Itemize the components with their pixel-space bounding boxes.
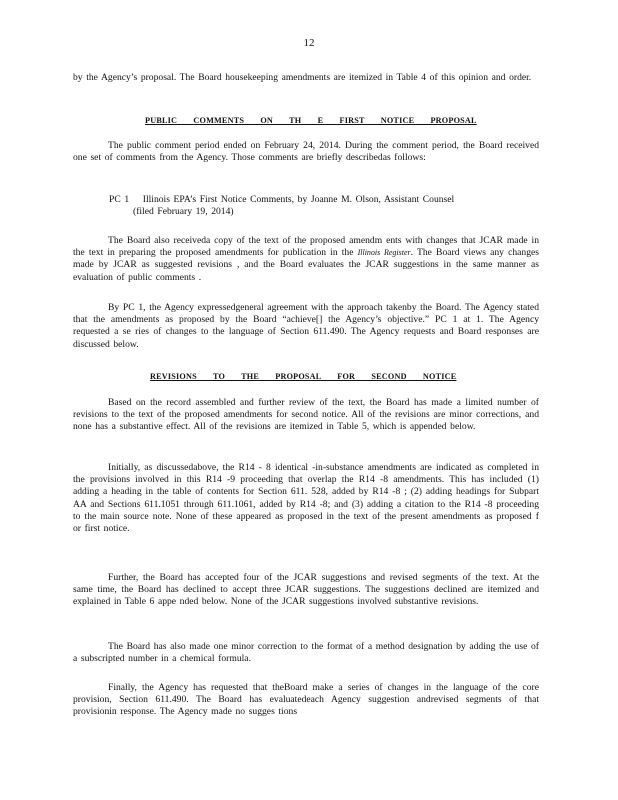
paragraph-comment-period: The public comment period ended on February 24, 2014. During the comment period, the Board received one set of comments from the Agency. Those comments are briefly describedas follows: xyxy=(73,140,539,164)
paragraph-revisions-overview: Based on the record assembled and further review of the text, the Board has made a limited number of revisions to the text of the proposed amendments for second notice. All of the revisions are minor corrections, and none has a substantive effect. All of the revisions are itemized in Table 5, which is appended below. xyxy=(73,397,539,433)
paragraph-minor-correction: The Board has also made one minor correction to the format of a method designation by adding the use of a subscripted number in a chemical formula. xyxy=(73,641,539,665)
paragraph-agency-requests: Finally, the Agency has requested that theBoard make a series of changes in the language of the core provision, Section 611.490. The Board has evaluatedeach Agency suggestion andrevised segments of that provisionin response. The Agency made no sugges tions xyxy=(73,682,539,718)
paragraph-r14-8-amendments: Initially, as discussedabove, the R14 - 8 identical -in-substance amendments are indicated as completed in the provisions involved in this R14 -9 proceeding that overlap the R14 -8 amendments. This has included (1) adding a heading in the table of contents for Section 611. 528, added by R14 -8 ; (2) adding headings for Subpart AA and Sections 611.1051 through 611.1061, added by R14 -8; and (3) adding a citation to the R14 -8 proceeding to the main source note. None of these appeared as proposed in the text of the present amendments as proposed f or first notice. xyxy=(73,462,539,535)
section-heading-public-comments: PUBLIC COMMENTS ON TH E FIRST NOTICE PROPOSAL xyxy=(145,116,477,125)
illinois-register-italic: Illinois Register xyxy=(357,248,411,258)
paragraph-jcar-suggestions: Further, the Board has accepted four of the JCAR suggestions and revised segments of the text. At the same time, the Board has declined to accept three JCAR suggestions. The suggestions declined are itemized and explained in Table 6 appe nded below. None of the JCAR suggestions involved substantive revisions. xyxy=(73,572,539,608)
page-number: 12 xyxy=(303,37,315,49)
paragraph-continued: by the Agency’s proposal. The Board housekeeping amendments are itemized in Table 4 of this opinion and order. xyxy=(73,72,532,83)
jcar-text-a: The Board also receiveda copy of the text of the proposed amendm ents with changes that JCAR made in the text in preparing the proposed amendments for publication in the xyxy=(73,235,539,259)
jcar-text-b: . The Board views any changes made by JCAR as suggested revisions , and the Board evaluates the JCAR suggestions in the same manner as evaluation of public comments . xyxy=(73,247,539,283)
section-heading-revisions: REVISIONS TO THE PROPOSAL FOR SECOND NOTICE xyxy=(150,372,457,381)
public-comment-title: Illinois EPA’s First Notice Comments, by Joanne M. Olson, Assistant Counsel xyxy=(142,194,455,205)
paragraph-agency-agreement: By PC 1, the Agency expressedgeneral agreement with the approach takenby the Board. The Agency stated that the amendments as proposed by the Board “achieve[] the Agency’s objective.” PC 1 at 1. The Agency requested a se ries of changes to the language of Section 611.490. The Agency requests and Board responses are discussed below. xyxy=(73,302,539,350)
paragraph-jcar xyxy=(73,235,539,284)
public-comment-filed: (filed February 19, 2014) xyxy=(133,206,234,218)
public-comment-entry xyxy=(109,194,529,218)
public-comment-id: PC 1 xyxy=(109,194,130,205)
